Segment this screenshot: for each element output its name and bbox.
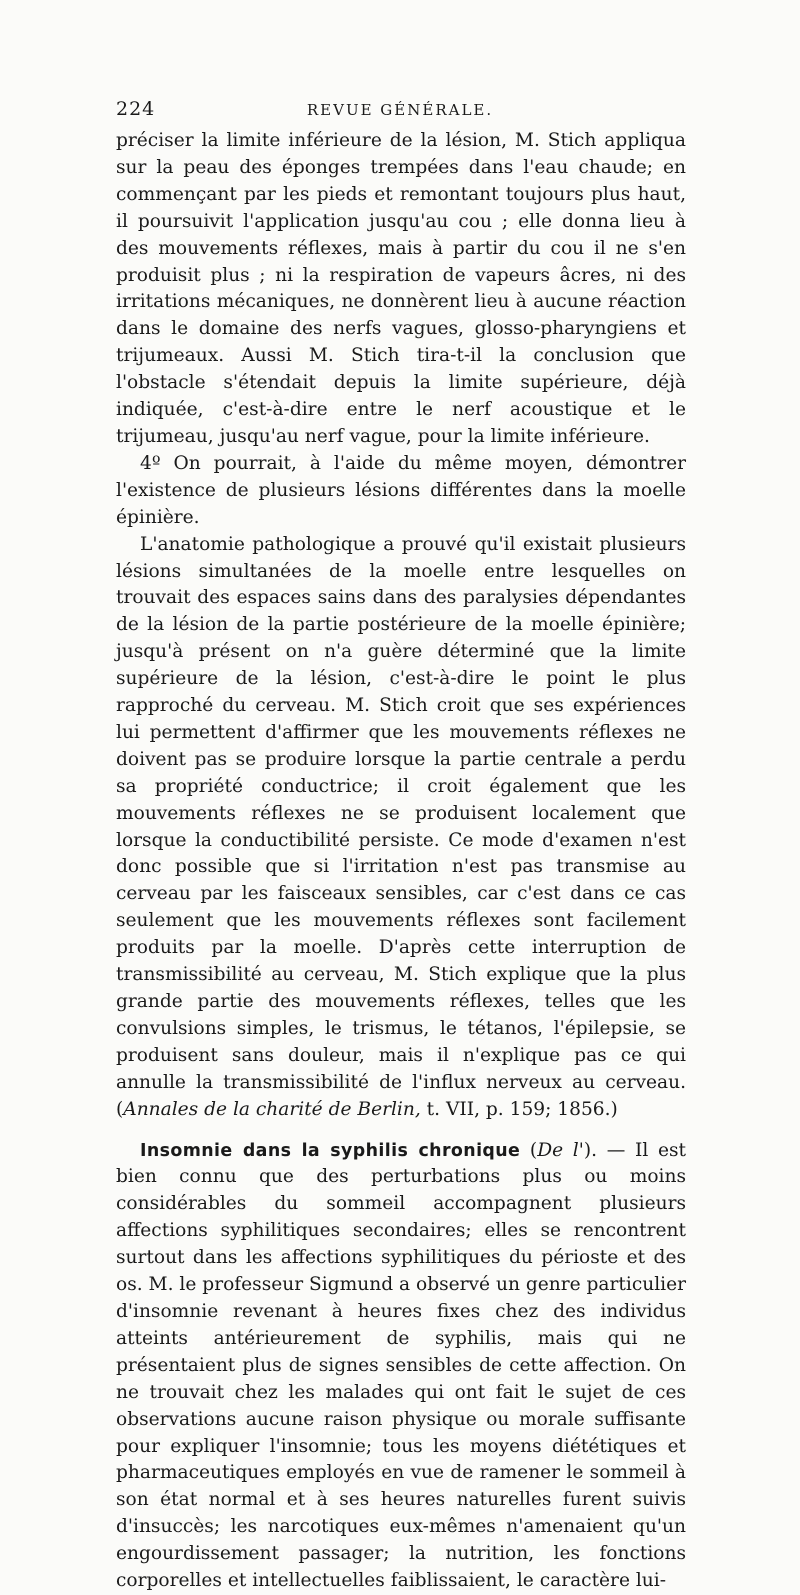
paragraph-insomnia-text: Il est bien connu que des perturbations plus ou moins considérables du sommeil accompagnent plusieurs affections syphilitiques secondaires; elles se rencontrent surtout dans les affections syphilitiques du périoste et des os. M. le professeur Sigmund a observé un genre particulier d'insomnie revenant à heures fixes chez des individus atteints antérieurement de syphilis, mais qui ne présentaient plus de signes sensibles de cette affection. On ne trouvait chez les malades qui ont fait le sujet de ces observations aucune raison physique ou morale suffisante pour expliquer l'insomnie; tous les moyens diététiques et pharmaceutiques employés en vue de ramener le sommeil à son état normal et à ses heures naturelles furent suivis d'insuccès; les narcotiques eux-mêmes n'amenaient qu'un engourdissement passager; la nutrition, les fonctions corporelles et intellectuelles faiblissaient, le caractère lui- xyxy=(116,1139,686,1592)
paragraph-anatomy xyxy=(116,532,686,1124)
section-spacer xyxy=(116,1124,686,1138)
paragraph-point-4: 4º On pourrait, à l'aide du même moyen, démontrer l'existence de plusieurs lésions différentes dans la moelle épinière. xyxy=(116,452,686,528)
citation-reference: t. VII, p. 159; 1856.) xyxy=(420,1098,618,1120)
author-name: De l' xyxy=(537,1139,584,1161)
citation-journal: Annales de la charité de Berlin, xyxy=(123,1098,421,1120)
paragraph-continued: préciser la limite inférieure de la lésion, M. Stich appliqua sur la peau des éponges trempées dans l'eau chaude; en commençant par les pieds et remontant toujours plus haut, il poursuivit l'application jusqu'au cou ; elle donna lieu à des mouvements réflexes, mais à partir du cou il ne s'en produisit plus ; ni la respiration de vapeurs âcres, ni des irritations mécaniques, ne donnèrent lieu à aucune réaction dans le domaine des nerfs vagues, glosso-pharyngiens et trijumeaux. Aussi M. Stich tira-t-il la conclusion que l'obstacle s'étendait depuis la limite supérieure, déjà indiquée, c'est-à-dire entre le nerf acoustique et le trijumeau, jusqu'au nerf vague, pour la limite inférieure. xyxy=(116,130,686,447)
page-header xyxy=(116,98,684,126)
author-open: ( xyxy=(520,1139,538,1161)
page-number: 224 xyxy=(116,98,156,120)
body-text xyxy=(116,128,686,1595)
section-heading: Insomnie dans la syphilis chronique xyxy=(140,1140,521,1161)
paragraph-anatomy-text: L'anatomie pathologique a prouvé qu'il existait plusieurs lésions simultanées de la moelle entre lesquelles on trouvait des espaces sains dans des paralysies dépendantes de la lésion de la partie postérieure de la moelle épinière; jusqu'à présent on n'a guère déterminé que la limite supérieure de la lésion, c'est-à-dire le point le plus rapproché du cerveau. M. Stich croit que ses expériences lui permettent d'affirmer que les mouvements réflexes ne doivent pas se produire lorsque la partie centrale a perdu sa propriété conductrice; il croit également que les mouvements réflexes ne se produisent localement que lorsque la conductibilité persiste. Ce mode d'examen n'est donc possible que si l'irritation n'est pas transmise au cerveau par les faisceaux sensibles, car c'est dans ce cas seulement que les mouvements réflexes sont facilement produits par la moelle. D'après cette interruption de transmissibilité au cerveau, M. Stich explique que la plus grande partie des mouvements réflexes, telles que les convulsions simples, le trismus, le tétanos, l'épilepsie, se produisent sans douleur, mais il n'explique pas ce qui annulle la transmissibilité de l'influx nerveux au cerveau. ( xyxy=(116,533,686,1120)
author-close: ). — xyxy=(583,1139,635,1161)
running-title: REVUE GÉNÉRALE. xyxy=(306,101,494,119)
paragraph-insomnia xyxy=(116,1138,686,1595)
